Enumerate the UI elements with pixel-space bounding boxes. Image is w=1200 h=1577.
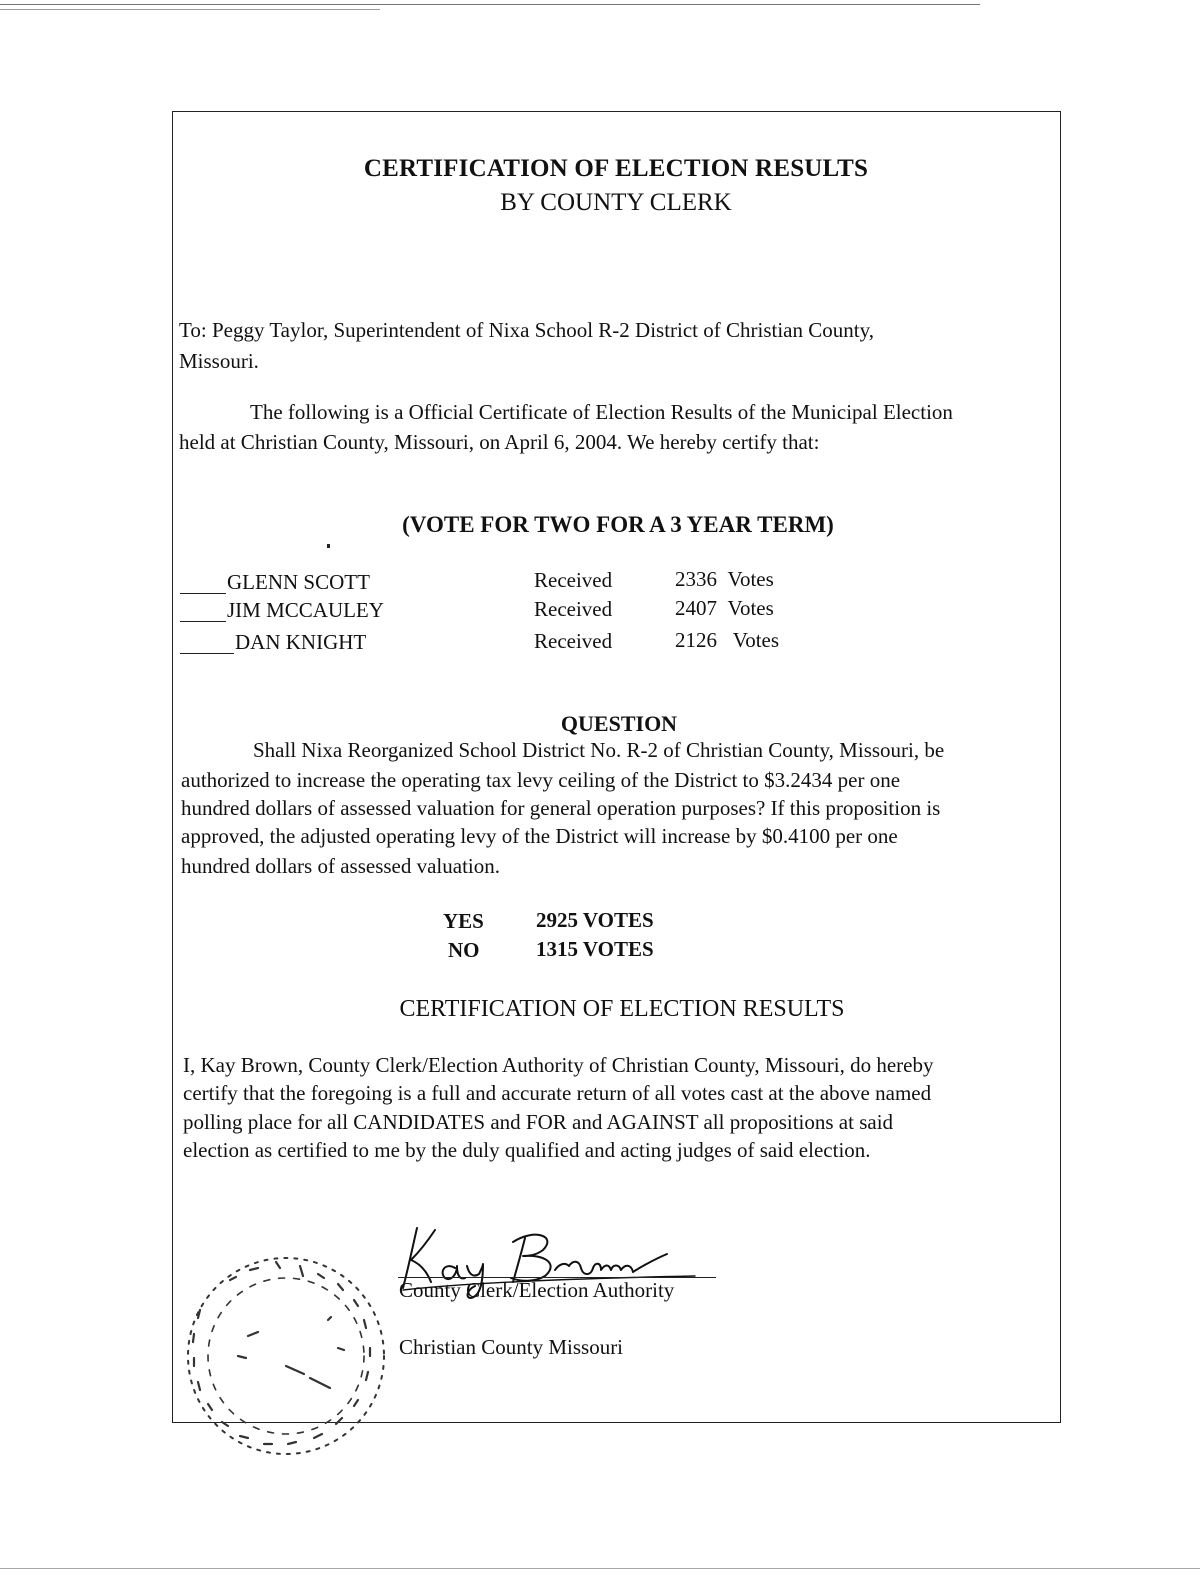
intro-line: held at Christian County, Missouri, on April 6, 2004. We hereby certify that: [179, 430, 820, 454]
certification-line: polling place for all CANDIDATES and FOR and AGAINST all propositions at said [183, 1110, 894, 1134]
checkbox-blank [180, 600, 226, 622]
intro-line: The following is a Official Certificate of Election Results of the Municipal Election [250, 400, 953, 424]
candidate-row [180, 572, 370, 594]
vote-count [675, 598, 774, 619]
checkbox-blank [180, 572, 226, 594]
vote-count [675, 630, 779, 651]
vote-number: 2126 [675, 628, 717, 652]
question-line: hundred dollars of assessed valuation for general operation purposes? If this proposition is [181, 796, 941, 820]
question-line: Shall Nixa Reorganized School District No. R-2 of Christian County, Missouri, be [253, 738, 945, 762]
received-label: Received [534, 629, 613, 653]
received-label: Received [534, 568, 613, 592]
candidate-row [180, 632, 366, 654]
no-label: NO [448, 938, 480, 962]
vote-unit: Votes [727, 567, 774, 591]
question-line: authorized to increase the operating tax levy ceiling of the District to $3.2434 per one [181, 768, 901, 792]
signer-county: Christian County Missouri [399, 1335, 624, 1359]
certification-line: I, Kay Brown, County Clerk/Election Authority of Christian County, Missouri, do hereby [183, 1053, 934, 1077]
yes-label: YES [443, 909, 484, 933]
vote-number: 2407 [675, 596, 717, 620]
addressee-line: Missouri. [179, 349, 259, 373]
vote-unit: Votes [727, 596, 774, 620]
question-heading: QUESTION [560, 711, 678, 736]
scan-edge-line [0, 9, 380, 10]
scan-edge-line [0, 1568, 1200, 1569]
certification-heading: CERTIFICATION OF ELECTION RESULTS [399, 996, 845, 1022]
county-seal-stamp [178, 1248, 400, 1480]
vote-count [675, 569, 774, 590]
yes-votes: 2925 VOTES [536, 908, 654, 932]
document-title: CERTIFICATION OF ELECTION RESULTS [363, 155, 869, 182]
signer-title: County Clerk/Election Authority [399, 1278, 675, 1302]
no-votes: 1315 VOTES [536, 937, 654, 961]
vote-unit: Votes [732, 628, 780, 652]
scan-edge-line [0, 4, 980, 5]
vote-number: 2336 [675, 567, 717, 591]
certification-line: certify that the foregoing is a full and accurate return of all votes cast at the above named [183, 1081, 932, 1105]
stray-mark [327, 544, 330, 548]
checkbox-blank [180, 632, 234, 654]
candidate-name: DAN KNIGHT [235, 630, 367, 654]
question-line: hundred dollars of assessed valuation. [181, 854, 501, 878]
received-label: Received [534, 597, 613, 621]
candidate-name: GLENN SCOTT [227, 570, 370, 594]
question-line: approved, the adjusted operating levy of the District will increase by $0.4100 per one [181, 824, 898, 848]
candidate-name: JIM MCCAULEY [227, 598, 384, 622]
race-heading: (VOTE FOR TWO FOR A 3 YEAR TERM) [402, 512, 834, 537]
addressee-line: To: Peggy Taylor, Superintendent of Nixa School R-2 District of Christian County, [179, 318, 874, 342]
certification-line: election as certified to me by the duly qualified and acting judges of said election. [183, 1138, 871, 1162]
candidate-row [180, 600, 384, 622]
document-subtitle: BY COUNTY CLERK [500, 189, 732, 216]
